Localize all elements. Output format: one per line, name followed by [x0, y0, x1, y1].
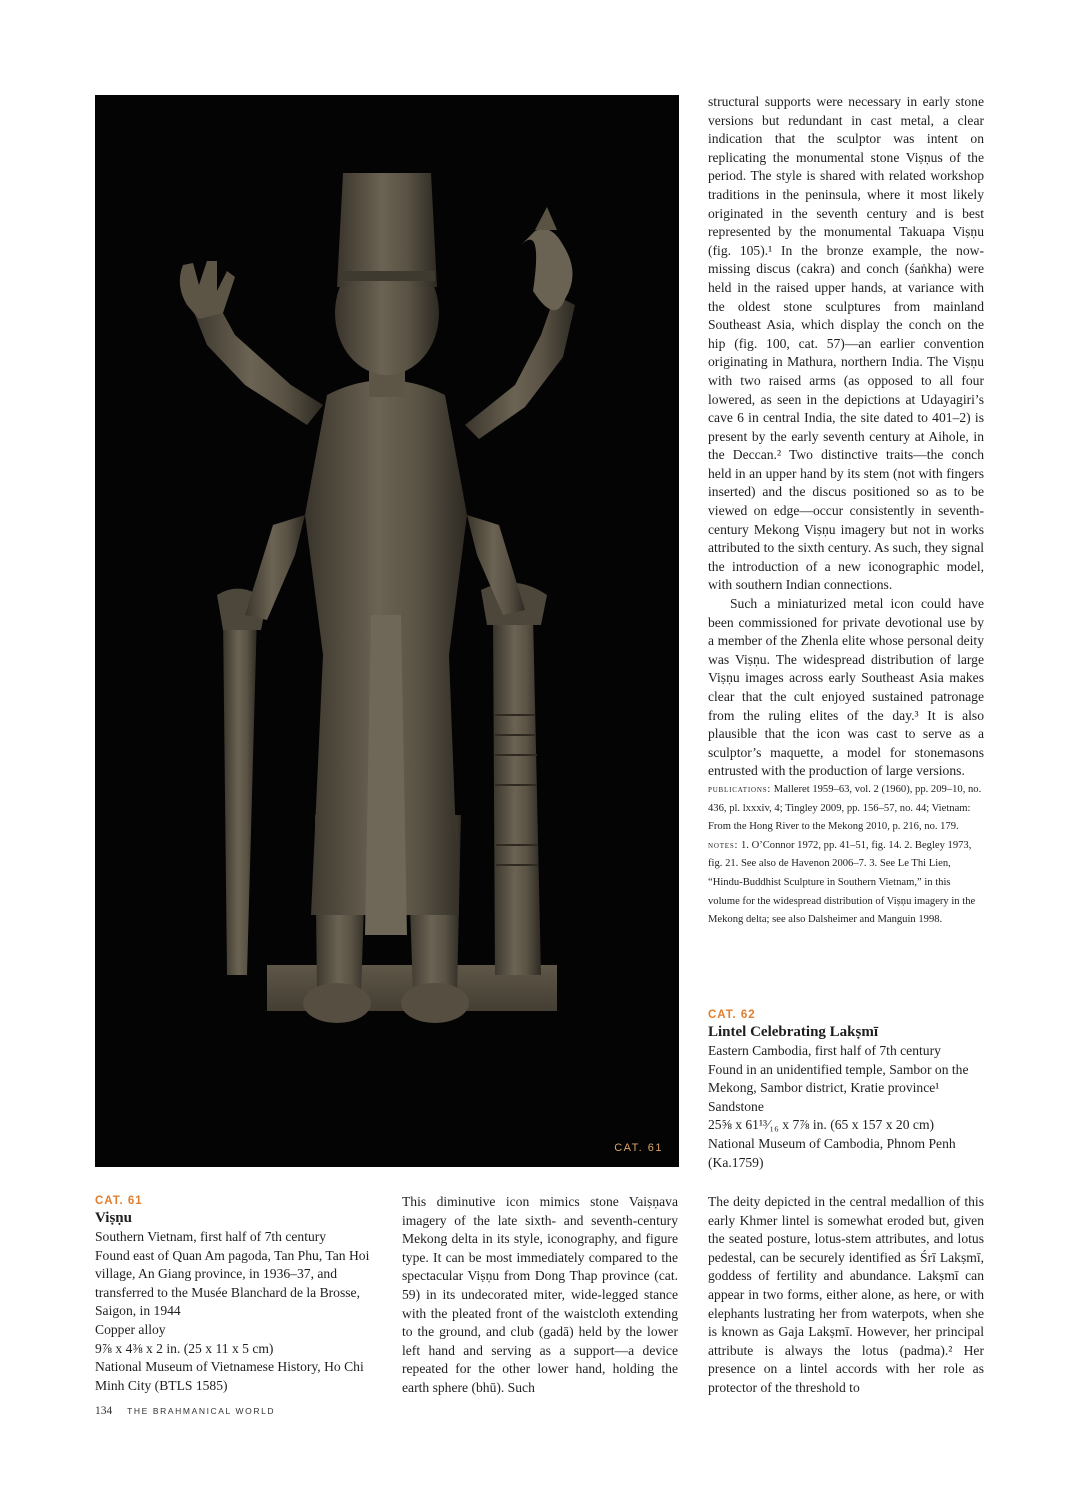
cat62-meta-line: Eastern Cambodia, first half of 7th century: [708, 1043, 941, 1058]
middle-column: [402, 1193, 678, 1398]
body-paragraph: The deity depicted in the central medallion of this early Khmer lintel is somewhat eroded but, given the seated posture, lotus-stem attributes, and lotus pedestal, can be securely identified as Śrī Lakṣmī, goddess of fertility and abundance. Lakṣmī can appear in two forms, either alone, as here, or with elephants lustrating her from waterpots, when she is known as Gaja Lakṣmī. However, her principal attribute is always the lotus (padma).² Her presence on a lintel accords with her role as protector of the threshold to: [708, 1194, 984, 1395]
vishnu-statue-illustration: [95, 95, 679, 1167]
notes-label: notes:: [708, 839, 739, 851]
photo-caption: CAT. 61: [614, 1142, 663, 1154]
body-paragraph: This diminutive icon mimics stone Vaiṣṇava imagery of the late sixth- and seventh-century Mekong delta in its style, iconography, and figure type. It can be most immediately compared to the spectacular Viṣṇu from Dong Thap province (cat. 59) in its undecorated miter, wide-legged stance with the pleated front of the waistcloth extending to the ground, and club (gadā) held by the lower left hand and serving as a support—a device repeated for the other lower hand, holding the earth sphere (bhū). Such: [402, 1194, 678, 1395]
cat62-entry: [708, 1007, 984, 1172]
cat62-meta-line: Sandstone: [708, 1098, 764, 1114]
cat61-meta-line: Southern Vietnam, first half of 7th century: [95, 1229, 327, 1244]
cat61-label: CAT. 61: [95, 1195, 143, 1207]
cat62-title: Lintel Celebrating Lakṣmī: [708, 1024, 879, 1040]
body-paragraph: Such a miniaturized metal icon could have been commissioned for private devotional use by a member of the Zhenla elite whose personal deity was Viṣṇu. The widespread distribution of large Viṣṇu images across early Southeast Asia makes clear that the cult enjoyed sustained patronage from the ruling elites of the day.³ It is also plausible that the icon was cast to serve as a sculptor’s maquette, a model for stonemasons entrusted with the production of large versions.: [708, 596, 984, 779]
publications-text: Malleret 1959–63, vol. 2 (1960), pp. 209–10, no. 436, pl. lxxxiv, 4; Tingley 2009, pp. 156–57, no. 44; Vietnam: From the Hong River to the Mekong 2010, p. 216, no. 179.: [708, 783, 982, 833]
top-right-column: [708, 93, 984, 930]
cat61-meta-line: Found east of Quan Am pagoda, Tan Phu, Tan Hoi village, An Giang province, in 1936–37, and transferred to the Musée Blanchard de la Brosse, Saigon, in 1944: [95, 1247, 370, 1319]
cat61-entry: [95, 1193, 375, 1395]
cat61-meta-line: 9⅞ x 4⅜ x 2 in. (25 x 11 x 5 cm): [95, 1340, 274, 1356]
running-head: THE BRAHMANICAL WORLD: [127, 1406, 276, 1416]
sculpture-photo: [95, 95, 679, 1167]
notes-block: [708, 837, 984, 930]
cat62-body: [708, 1193, 984, 1398]
page-footer: [95, 1405, 275, 1417]
cat61-title: Viṣṇu: [95, 1210, 132, 1226]
cat62-meta-line: National Museum of Cambodia, Phnom Penh (Ka.1759): [708, 1135, 956, 1170]
body-paragraph: structural supports were necessary in early stone versions but redundant in cast metal, a clear indication that the sculptor was intent on replicating the monumental stone Viṣṇus of the period. The style is shared with related workshop traditions in the peninsula, where it most likely originated in the seventh century and is best represented by the monumental Takuapa Viṣṇu (fig. 105).¹ In the bronze example, the now-missing discus (cakra) and conch (śaṅkha) were held in the raised upper hands, at variance with the oldest stone sculptures from mainland Southeast Asia, which display the conch on the hip (fig. 100, cat. 57)—an earlier convention originating in Mathura, northern India. The Viṣṇu with two raised arms (as opposed to all four lowered, as seen in the depictions at Udayagiri’s cave 6 in central India, the site dated to 401–2) is present by the early seventh century at Aihole, in the Deccan.² Two distinctive traits—the conch held in an upper hand by its stem (not with fingers inserted) and the discus positioned so as to be viewed on edge—occur consistently in seventh-century Mekong Viṣṇu imagery but not in works attributed to the sixth century. As such, they signal the introduction of a new iconographic model, with southern Indian connections.: [708, 94, 984, 593]
notes-text: 1. O’Connor 1972, pp. 41–51, fig. 14. 2. Begley 1973, fig. 21. See also de Havenon 2006–7. 3. See Le Thi Lien, “Hindu-Buddhist Sculpture in Southern Vietnam,” in this volume for the widespread distribution of Viṣṇu imagery in the Mekong delta; see also Dalsheimer and Manguin 1998.: [708, 839, 976, 926]
cat62-meta-line: Found in an unidentified temple, Sambor on the Mekong, Sambor district, Kratie province¹: [708, 1061, 969, 1096]
cat62-meta-line: 25⅝ x 61¹³⁄₁₆ x 7⅞ in. (65 x 157 x 20 cm): [708, 1117, 935, 1133]
publications-block: [708, 781, 984, 837]
page-number: 134: [95, 1405, 113, 1417]
cat62-label: CAT. 62: [708, 1009, 756, 1021]
publications-label: publications:: [708, 783, 772, 795]
cat61-meta-line: National Museum of Vietnamese History, Ho Chi Minh City (BTLS 1585): [95, 1359, 364, 1393]
cat61-meta-line: Copper alloy: [95, 1321, 166, 1337]
